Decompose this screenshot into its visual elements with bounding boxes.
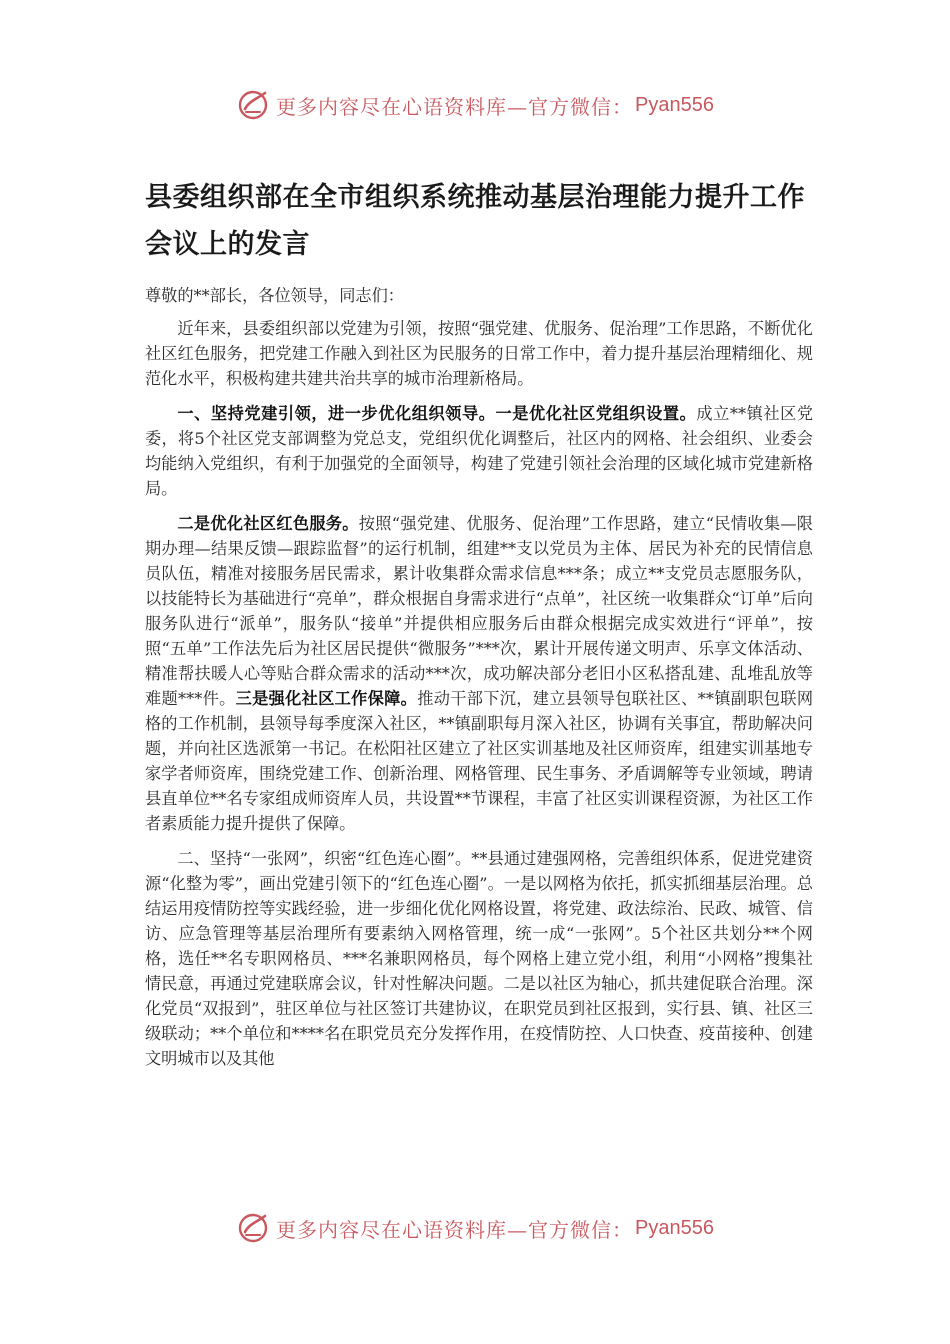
paragraph-section-1 <box>145 401 813 501</box>
work-guarantee-heading: 三是强化社区工作保障。 <box>235 689 418 708</box>
book-pen-logo-icon <box>236 1210 272 1246</box>
document-body <box>145 283 813 1071</box>
watermark-banner-top <box>0 85 950 125</box>
paragraph-section-2: 二、坚持“一张网”，织密“红色连心圈”。**县通过建强网格，完善组织体系，促进党建资源“化整为零”，画出党建引领下的“红色连心圈”。一是以网格为依托，抓实抓细基层治理。总结运用疫情防控等实践经验，进一步细化优化网格设置，将党建、政法综治、民政、城管、信访、应急管理等基层治理所有要素纳入网格管理，统一成“一张网”。5个社区共划分**个网格，选任**名专职网格员、***名兼职网格员，每个网格上建立党小组，利用“小网格”搜集社情民意，再通过党建联席会议，针对性解决问题。二是以社区为轴心，抓共建促联合治理。深化党员“双报到”，驻区单位与社区签订共建协议，在职党员到社区报到，实行县、镇、社区三级联动；**个单位和****名在职党员充分发挥作用，在疫情防控、人口快查、疫苗接种、创建文明城市以及其他 <box>145 849 813 1068</box>
banner-wechat-id: Pyan556 <box>635 1216 714 1239</box>
section-1-text: 成立**镇社区党委，将5个社区党支部调整为党总支，党组织优化调整后，社区内的网格、社会组织、业委会均能纳入党组织，有利于加强党的全面领导，构建了党建引领社会治理的区域化城市党建新格局。 <box>145 404 814 498</box>
section-1-heading: 一、坚持党建引领，进一步优化组织领导。一是优化社区党组织设置。 <box>177 404 697 423</box>
salutation: 尊敬的**部长，各位领导，同志们： <box>145 286 404 305</box>
work-guarantee-text: 推动干部下沉，建立县领导包联社区、**镇副职包联网格的工作机制，县领导每季度深入社区，**镇副职每月深入社区，协调有关事宜，帮助解决问题，并向社区选派第一书记。在松阳社区建立了社区实训基地及社区师资库，组建实训基地专家学者师资库，围绕党建工作、创新治理、网格管理、民生事务、矛盾调解等专业领域，聘请县直单位**名专家组成师资库人员，共设置**节课程，丰富了社区实训课程资源，为社区工作者素质能力提升提供了保障。 <box>145 689 814 833</box>
paragraph-red-service <box>145 511 813 836</box>
book-pen-logo-icon <box>236 87 272 123</box>
document-title: 县委组织部在全市组织系统推动基层治理能力提升工作会议上的发言 <box>145 182 805 260</box>
banner-text: 更多内容尽在心语资料库—官方微信： <box>276 94 634 119</box>
banner-wechat-id: Pyan556 <box>635 93 714 116</box>
watermark-banner-bottom <box>0 1208 950 1248</box>
paragraph-intro: 近年来，县委组织部以党建为引领，按照“强党建、优服务、促治理”工作思路，不断优化社区红色服务，把党建工作融入到社区为民服务的日常工作中，着力提升基层治理精细化、规范化水平，积极构建共建共治共享的城市治理新格局。 <box>145 319 813 388</box>
red-service-heading: 二是优化社区红色服务。 <box>177 514 359 533</box>
red-service-text: 按照“强党建、优服务、促治理”工作思路，建立“民情收集—限期办理—结果反馈—跟踪监督”的运行机制，组建**支以党员为主体、居民为补充的民情信息员队伍，精准对接服务居民需求，累计收集群众需求信息***条；成立**支党员志愿服务队，以技能特长为基础进行“亮单”，群众根据自身需求进行“点单”，社区统一收集群众“订单”后向服务队进行“派单”，服务队“接单”并提供相应服务后由群众根据完成实效进行“评单”，按照“五单”工作法先后为社区居民提供“微服务”***次，累计开展传递文明声、乐享文体活动、精准帮扶暖人心等贴合群众需求的活动***次，成功解决部分老旧小区私搭乱建、乱堆乱放等难题***件。 <box>145 514 813 708</box>
banner-text: 更多内容尽在心语资料库—官方微信： <box>276 1217 634 1242</box>
